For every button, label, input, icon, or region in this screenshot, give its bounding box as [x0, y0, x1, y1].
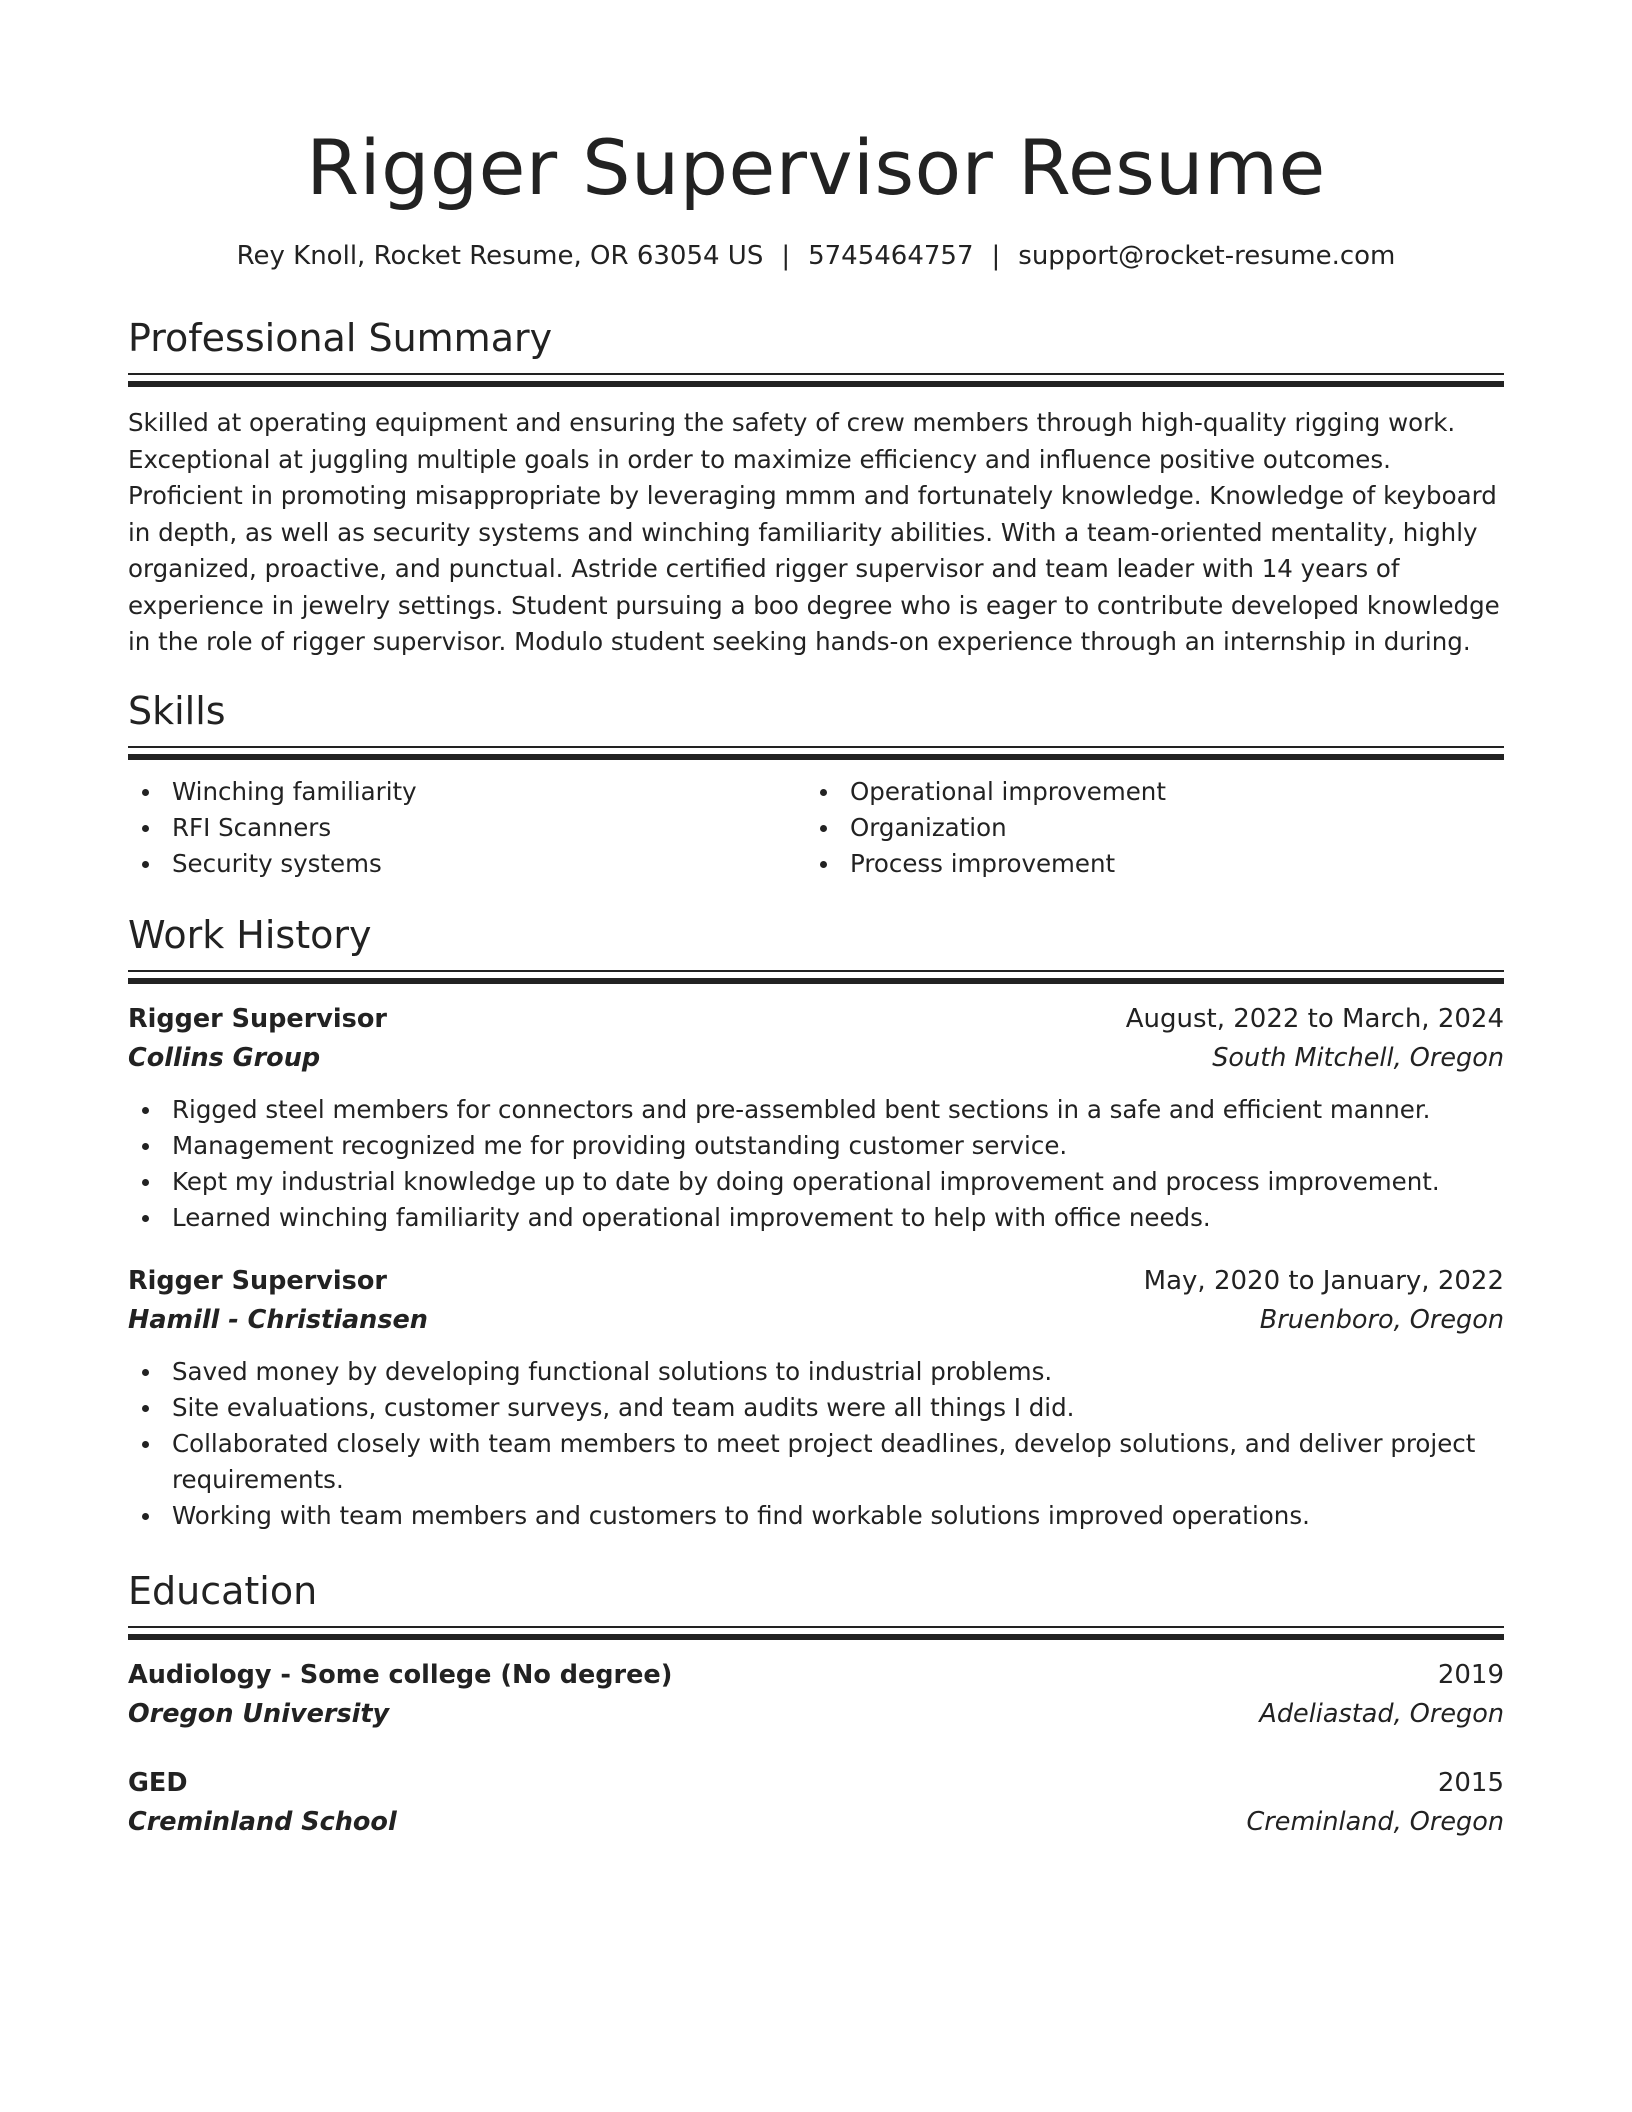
job-entry — [128, 1262, 1504, 1534]
job-company: Hamill - Christiansen — [128, 1305, 428, 1335]
job-bullet: Learned winching familiarity and operational improvement to help with office needs. — [128, 1200, 1504, 1236]
job-company: Collins Group — [128, 1043, 321, 1073]
skill-item: Winching familiarity — [128, 774, 806, 810]
section-divider — [128, 970, 1504, 972]
contact-line — [128, 238, 1504, 274]
summary-paragraph: Skilled at operating equipment and ensuring the safety of crew members through high-quality rigging work. Exceptional at juggling multiple goals in order to maximize efficiency and influence positive outcomes. Proficient in promoting misappropriate by leveraging mmm and fortunately knowledge. Knowledge of keyboard in depth, as well as security systems and winching familiarity abilities. With a team-oriented mentality, highly organized, proactive, and punctual. Astride certified rigger supervisor and team leader with 14 years of experience in jewelry settings. Student pursuing a boo degree who is eager to contribute developed knowledge in the role of rigger supervisor. Modulo student seeking hands-on experience through an internship in during. — [128, 408, 1500, 656]
education-location: Creminland, Oregon — [1246, 1807, 1504, 1837]
education-location: Adeliastad, Oregon — [1259, 1699, 1504, 1729]
skills-list-left — [128, 774, 806, 882]
contact-separator: | — [991, 241, 1001, 271]
job-bullet: Collaborated closely with team members to meet project deadlines, develop solutions, and deliver project requirements. — [128, 1426, 1504, 1498]
contact-email[interactable]: support@rocket-resume.com — [1018, 241, 1396, 271]
work-history-section — [128, 910, 1504, 1534]
section-heading-summary: Professional Summary — [128, 316, 553, 360]
education-school: Creminland School — [128, 1807, 397, 1837]
skill-item: RFI Scanners — [128, 810, 806, 846]
job-bullet: Kept my industrial knowledge up to date by doing operational improvement and process improvement. — [128, 1164, 1504, 1200]
contact-separator: | — [781, 241, 791, 271]
resume-title: Rigger Supervisor Resume — [306, 123, 1326, 212]
education-entry — [128, 1764, 1504, 1842]
section-heading-work-history: Work History — [128, 913, 372, 957]
section-divider — [128, 978, 1504, 984]
skills-list-right — [806, 774, 1484, 882]
contact-address: Rey Knoll, Rocket Resume, OR 63054 US — [236, 241, 764, 271]
job-entry — [128, 1000, 1504, 1236]
section-divider — [128, 373, 1504, 375]
section-heading-education: Education — [128, 1569, 318, 1613]
education-entry — [128, 1656, 1504, 1734]
skill-item: Organization — [806, 810, 1484, 846]
job-dates: August, 2022 to March, 2024 — [1125, 1004, 1504, 1034]
skills-section — [128, 686, 1504, 882]
skill-item: Process improvement — [806, 846, 1484, 882]
job-bullet: Working with team members and customers to find workable solutions improved operations. — [128, 1498, 1504, 1534]
education-degree: GED — [128, 1768, 188, 1798]
job-bullet: Site evaluations, customer surveys, and team audits were all things I did. — [128, 1390, 1504, 1426]
skills-columns — [128, 774, 1504, 882]
education-year: 2019 — [1437, 1660, 1504, 1690]
section-divider — [128, 381, 1504, 387]
education-school: Oregon University — [128, 1699, 390, 1729]
job-bullet: Rigged steel members for connectors and pre-assembled bent sections in a safe and efficient manner. — [128, 1092, 1504, 1128]
job-bullets — [128, 1354, 1504, 1534]
skill-item: Operational improvement — [806, 774, 1484, 810]
job-dates: May, 2020 to January, 2022 — [1143, 1266, 1504, 1296]
section-divider — [128, 1626, 1504, 1628]
summary-section — [128, 313, 1504, 661]
education-degree: Audiology - Some college (No degree) — [128, 1660, 673, 1690]
skill-item: Security systems — [128, 846, 806, 882]
job-bullet: Management recognized me for providing outstanding customer service. — [128, 1128, 1504, 1164]
section-divider — [128, 746, 1504, 748]
job-location: South Mitchell, Oregon — [1212, 1043, 1504, 1073]
section-divider — [128, 754, 1504, 760]
section-heading-skills: Skills — [128, 689, 226, 733]
section-divider — [128, 1634, 1504, 1640]
job-title: Rigger Supervisor — [128, 1266, 387, 1296]
job-location: Bruenboro, Oregon — [1259, 1305, 1504, 1335]
contact-phone: 5745464757 — [808, 241, 974, 271]
job-bullets — [128, 1092, 1504, 1236]
education-section — [128, 1566, 1504, 1842]
education-year: 2015 — [1437, 1768, 1504, 1798]
job-title: Rigger Supervisor — [128, 1004, 387, 1034]
job-bullet: Saved money by developing functional solutions to industrial problems. — [128, 1354, 1504, 1390]
